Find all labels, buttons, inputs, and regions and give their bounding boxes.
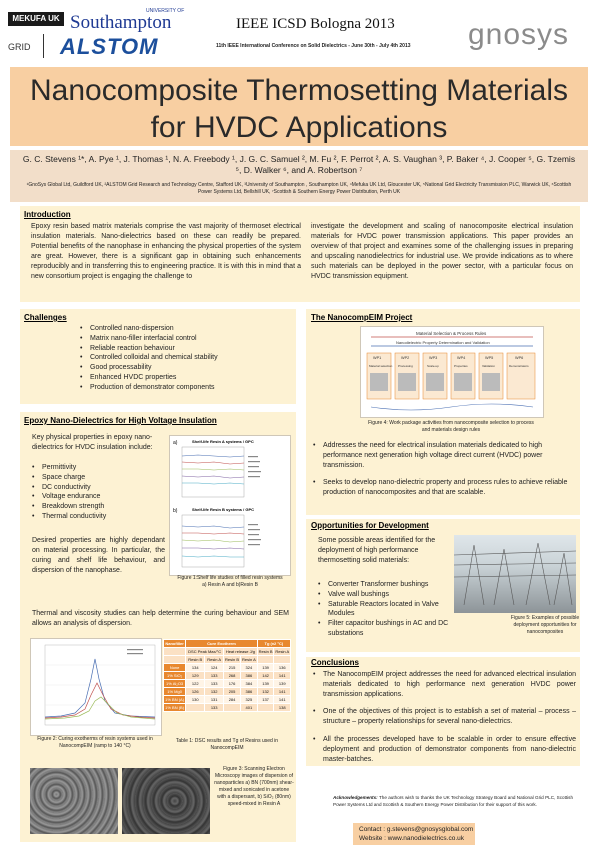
table-cell bbox=[224, 704, 241, 712]
substation-photo bbox=[454, 535, 576, 613]
fig4-wp2: WP2 bbox=[401, 356, 410, 360]
introduction-heading: Introduction bbox=[24, 210, 71, 219]
sem-image-bn bbox=[30, 768, 118, 834]
table-header-cell: Resin B bbox=[258, 649, 273, 654]
table-header-cell: Resin B bbox=[186, 656, 205, 664]
fig4-wp1: WP1 bbox=[373, 356, 382, 360]
list-item: • DC conductivity bbox=[32, 483, 167, 493]
list-item: • Controlled nano-dispersion bbox=[80, 324, 290, 334]
table-1 bbox=[163, 639, 291, 712]
table-cell: 122 bbox=[186, 680, 205, 688]
table-cell: 133 bbox=[205, 672, 224, 680]
table-header-cell: Heat release J/g bbox=[224, 648, 258, 656]
table-cell: 384 bbox=[241, 680, 258, 688]
table-row-label: 1% SiO₂ bbox=[164, 672, 186, 680]
table-cell bbox=[186, 704, 205, 712]
fig4-top-label: Material Selection & Process Rules bbox=[416, 331, 487, 336]
table-cell: 139 bbox=[257, 664, 274, 672]
table-header-cell: Nanofiller bbox=[165, 641, 184, 646]
introduction-text-right: investigate the development and scaling of nanocomposite electrical insulation materials for HVDC power transmission applications. This paper provides an overview of that project and examines some of the challenging issues in preparing and upscaling nanodielectrics for industrial use. We provide indications as to where such materials can be deployed in the power sector, with a particular focus on HVDC transmission equipment. bbox=[311, 223, 573, 280]
table-row-label: 1% BN (B) bbox=[165, 705, 185, 710]
contact-website: Website : www.nanodielectrics.co.uk bbox=[359, 835, 465, 842]
fig4-wp4-label: Properties bbox=[454, 364, 468, 368]
challenges-heading: Challenges bbox=[24, 313, 67, 322]
university-of-text: UNIVERSITY OF bbox=[146, 8, 185, 14]
fig4-wp1-label: Material selection bbox=[369, 364, 393, 368]
conference-subtitle: 11th IEEE International Conference on Solid Dielectrics - June 30th - July 4th 2013 bbox=[216, 43, 411, 49]
list-item: • Filter capacitor bushings in AC and DC substations bbox=[318, 619, 450, 639]
list-item: • Reliable reaction behaviour bbox=[80, 344, 290, 354]
fig1-title-b: Shelf-life Resin B systems / GPC bbox=[192, 507, 255, 512]
table-cell: 131 bbox=[205, 696, 224, 704]
epoxy-thermal-text: Thermal and viscosity studies can help determine the curing behaviour and SEM allows an analysis of dispersion. bbox=[32, 610, 289, 627]
table-cell: 176 bbox=[224, 680, 241, 688]
table-cell: 142 bbox=[257, 672, 274, 680]
epoxy-desired-text: Desired properties are highly dependant on material processing. In particular, the curing and shelf life behaviour, and dispersion of the nanophase. bbox=[32, 537, 165, 574]
table-header-cell: Resin B bbox=[225, 657, 240, 662]
opportunities-heading: Opportunities for Development bbox=[311, 521, 429, 530]
table-header-cell: Resin A bbox=[241, 657, 256, 662]
table-cell: 401 bbox=[241, 704, 258, 712]
figure-2-svg bbox=[31, 639, 161, 735]
table-cell: 137 bbox=[257, 696, 274, 704]
grid-text: GRID bbox=[8, 42, 31, 52]
fig4-wp2-label: Processing bbox=[398, 364, 413, 368]
affiliations: ¹GnoSys Global Ltd, Guildford UK, ²ALSTOM Grid Research and Technology Centre, Stafford UK, ³University of Southampton , Southampton UK, ⁴Mefuka UK Ltd, Gloucester UK, ⁵National Grid Electricity Transmission PLC, Warwick UK, ⁶Scottish Power Systems Ltd, Bellshill UK, ⁷Scottish & Southern Energy Power Distribution, Perth UK bbox=[26, 182, 572, 195]
list-item: • Production of demonstrator components bbox=[80, 383, 290, 393]
list-item: • Saturable Reactors located in Valve Modules bbox=[318, 600, 450, 620]
table-row bbox=[164, 704, 291, 712]
list-item: • Addresses the need for electrical insulation materials dedicated to high performance next generation high voltage direct current (HVDC) power transmission. bbox=[313, 441, 575, 470]
list-item: • All the processes developed have to be scalable in order to ensure effective deployment and production of demonstrator components from nano-dielectric master-batches. bbox=[313, 735, 576, 764]
figure-2-caption: Figure 2: Curing exotherms of resin systems used in NanocompEIM (ramp to 140 °C) bbox=[37, 736, 153, 749]
table-cell: 132 bbox=[205, 688, 224, 696]
table-cell: 129 bbox=[186, 672, 205, 680]
fig4-wp6-label: Demonstrators bbox=[509, 364, 529, 368]
list-item: • Thermal conductivity bbox=[32, 512, 167, 522]
fig4-wp5: WP5 bbox=[485, 356, 494, 360]
list-item: • Enhanced HVDC properties bbox=[80, 373, 290, 383]
table-cell: 126 bbox=[186, 688, 205, 696]
table-cell: 386 bbox=[241, 688, 258, 696]
table-row-label: 1% Mg0 bbox=[164, 688, 186, 696]
southampton-text: Southampton bbox=[70, 12, 172, 33]
authors: G. C. Stevens ¹*, A. Pye ¹, J. Thomas ¹, N. A. Freebody ¹, J. G. C. Samuel ², M. Fu ², F. Perrot ², A. S. Vaughan ³, P. Baker ⁴, J. Cooper ⁵, G. Tzemis ⁵, D. Walker ⁶, and A. Robertson ⁷ bbox=[22, 154, 576, 175]
table-cell: 141 bbox=[274, 672, 291, 680]
conclusions-heading: Conclusions bbox=[311, 658, 360, 667]
table-cell: 215 bbox=[224, 664, 241, 672]
fig1-title-a: Shelf-life Resin A systems / GPC bbox=[192, 439, 254, 444]
gnosys-logo: gnosys bbox=[468, 18, 570, 51]
list-item: • One of the objectives of this project is to establish a set of material – process – structure – property relationships for several nano-dielectrics. bbox=[313, 707, 576, 727]
epoxy-intro: Key physical properties in epoxy nano-dielectrics for HVDC insulation include: bbox=[32, 434, 153, 451]
figure-1-caption: Figure 1:Shelf life studies of filled resin systems a) Resin A and b)Resin B bbox=[177, 575, 283, 588]
fig1-label-a: a) bbox=[173, 440, 178, 446]
fig4-wp3: WP3 bbox=[429, 356, 438, 360]
list-item: • Controlled colloidal and chemical stability bbox=[80, 353, 290, 363]
table-cell: 133 bbox=[205, 704, 224, 712]
figure-1-shelf-life-charts bbox=[169, 435, 291, 576]
fig4-sub-label: Nanodielectric Property Determination and Validation bbox=[396, 340, 490, 345]
table-header-cell: Resin A bbox=[205, 656, 224, 664]
opportunities-intro: Some possible areas identified for the deployment of high performance thermosetting solid materials: bbox=[318, 537, 436, 564]
table-row-label: None bbox=[164, 664, 186, 672]
table-cell: 141 bbox=[274, 688, 291, 696]
table-cell: 325 bbox=[241, 696, 258, 704]
table-1-caption: Table 1: DSC results and Tg of Resins used in NanocompEIM bbox=[175, 738, 279, 751]
conclusions-list bbox=[313, 670, 576, 764]
table-row-label: 1% Al₂O3 bbox=[164, 680, 186, 688]
fig4-wp4: WP4 bbox=[457, 356, 466, 360]
acknowledgements bbox=[333, 795, 573, 808]
nanocomp-bullets bbox=[313, 441, 575, 498]
table-row bbox=[164, 696, 291, 704]
figure-5-caption: Figure 5: Examples of possible deployment opportunities for nanocomposites bbox=[510, 615, 580, 635]
table-cell: 136 bbox=[274, 664, 291, 672]
table-cell: 124 bbox=[205, 664, 224, 672]
fig1-label-b: b) bbox=[173, 508, 178, 514]
table-header-cell: DSC Peak Max/°C bbox=[186, 648, 224, 656]
logo-divider bbox=[43, 34, 44, 58]
table-cell: 138 bbox=[274, 704, 291, 712]
poster-title bbox=[10, 72, 588, 146]
title-line-1: Nanocomposite Thermosetting Materials bbox=[29, 74, 569, 107]
challenges-list bbox=[80, 324, 290, 393]
list-item: • Space charge bbox=[32, 473, 167, 483]
table-cell: 284 bbox=[224, 696, 241, 704]
opportunities-list bbox=[318, 580, 450, 639]
sem-image-sio2 bbox=[122, 768, 210, 834]
table-row bbox=[164, 672, 291, 680]
table-cell: 268 bbox=[224, 672, 241, 680]
table-cell bbox=[257, 704, 274, 712]
mekufa-logo: MEKUFA UK bbox=[8, 12, 64, 26]
table-cell: 132 bbox=[257, 688, 274, 696]
table-cell: 205 bbox=[224, 688, 241, 696]
table-cell: 130 bbox=[186, 696, 205, 704]
southampton-logo bbox=[70, 8, 200, 32]
nanocomp-heading: The NanocompEIM Project bbox=[311, 313, 413, 322]
fig4-wp3-label: Scale-up bbox=[427, 364, 439, 368]
conference-title: IEEE ICSD Bologna 2013 bbox=[236, 16, 395, 32]
table-cell: 139 bbox=[274, 680, 291, 688]
substation-svg bbox=[454, 535, 576, 613]
list-item: • The NanocompEIM project addresses the need for advanced electrical insulation materials dedicated to high performance next generation HVDC power transmission applications. bbox=[313, 670, 576, 699]
list-item: • Seeks to develop nano-dielectric property and process rules to achieve reliable production of nanocomposites and that are scalable. bbox=[313, 478, 575, 498]
contact-email: Contact : g.stevens@gnosysglobal.com bbox=[359, 826, 474, 833]
title-line-2: for HVDC Applications bbox=[150, 111, 448, 144]
figure-4-work-packages bbox=[360, 326, 544, 418]
table-cell: 386 bbox=[241, 672, 258, 680]
list-item: • Matrix nano-filler interfacial control bbox=[80, 334, 290, 344]
table-header-cell: Resin A bbox=[275, 649, 290, 654]
figure-3-caption: Figure 3: Scanning Electron Microscopy images of dispersion of nanoparticles a) BN (700nm) shear-mixed and sonicated in acetone with a dispersant, b) SiO₂ (80nm) speed-mixed in Resin A bbox=[214, 766, 294, 807]
table-header-cell: Tg (±2 °C) bbox=[257, 640, 290, 648]
table-row-label: 1% BN (A) bbox=[165, 697, 185, 702]
fig4-wp6: WP6 bbox=[515, 356, 524, 360]
list-item: • Good processability bbox=[80, 363, 290, 373]
table-cell: 133 bbox=[205, 680, 224, 688]
alstom-logo: ALSTOM bbox=[60, 34, 159, 59]
figure-4-caption: Figure 4: Work package activities from nanocomposite selection to process and materials design rules bbox=[368, 420, 534, 433]
introduction-text-left: Epoxy resin based matrix materials comprise the vast majority of thermoset electrical insulation materials. Nano-dielectrics based on these can readily be prepared. Potential benefits of the nanophase in enhancing the physical properties of the system are great. However, there is a significant gap in obtaining such enhancements reproducibly and in transferring this to engineering practice. It is with this in mind that a new consortium project is engaging the challenge to bbox=[31, 223, 301, 280]
epoxy-heading: Epoxy Nano-Dielectrics for High Voltage Insulation bbox=[24, 416, 217, 425]
table-row bbox=[164, 688, 291, 696]
list-item: • Converter Transformer bushings bbox=[318, 580, 450, 590]
table-header-cell: Cure Exotherm bbox=[186, 640, 258, 648]
fig4-wp5-label: Validation bbox=[482, 364, 495, 368]
list-item: • Voltage endurance bbox=[32, 492, 167, 502]
table-cell: 324 bbox=[241, 664, 258, 672]
acknowledgements-label: Acknowledgements: bbox=[333, 795, 378, 800]
figure-2-exotherm-chart bbox=[30, 638, 162, 736]
table-cell: 134 bbox=[186, 664, 205, 672]
table-cell: 141 bbox=[274, 696, 291, 704]
table-row bbox=[164, 664, 291, 672]
list-item: • Breakdown strength bbox=[32, 502, 167, 512]
contact-box bbox=[353, 823, 475, 845]
list-item: • Valve wall bushings bbox=[318, 590, 450, 600]
list-item: • Permittivity bbox=[32, 463, 167, 473]
dsc-table bbox=[163, 639, 291, 712]
figure-4-svg bbox=[361, 327, 543, 417]
acknowledgements-text: The authors wish to thanks the UK Technology Strategy Board and National Grid PLC, Scottish Power Systems Ltd and Scottish & Southern Energy Power Distribution for their support of this work. bbox=[333, 795, 573, 807]
figure-1-svg bbox=[170, 436, 290, 575]
epoxy-properties-list bbox=[32, 463, 167, 522]
table-cell: 139 bbox=[257, 680, 274, 688]
table-row bbox=[164, 680, 291, 688]
